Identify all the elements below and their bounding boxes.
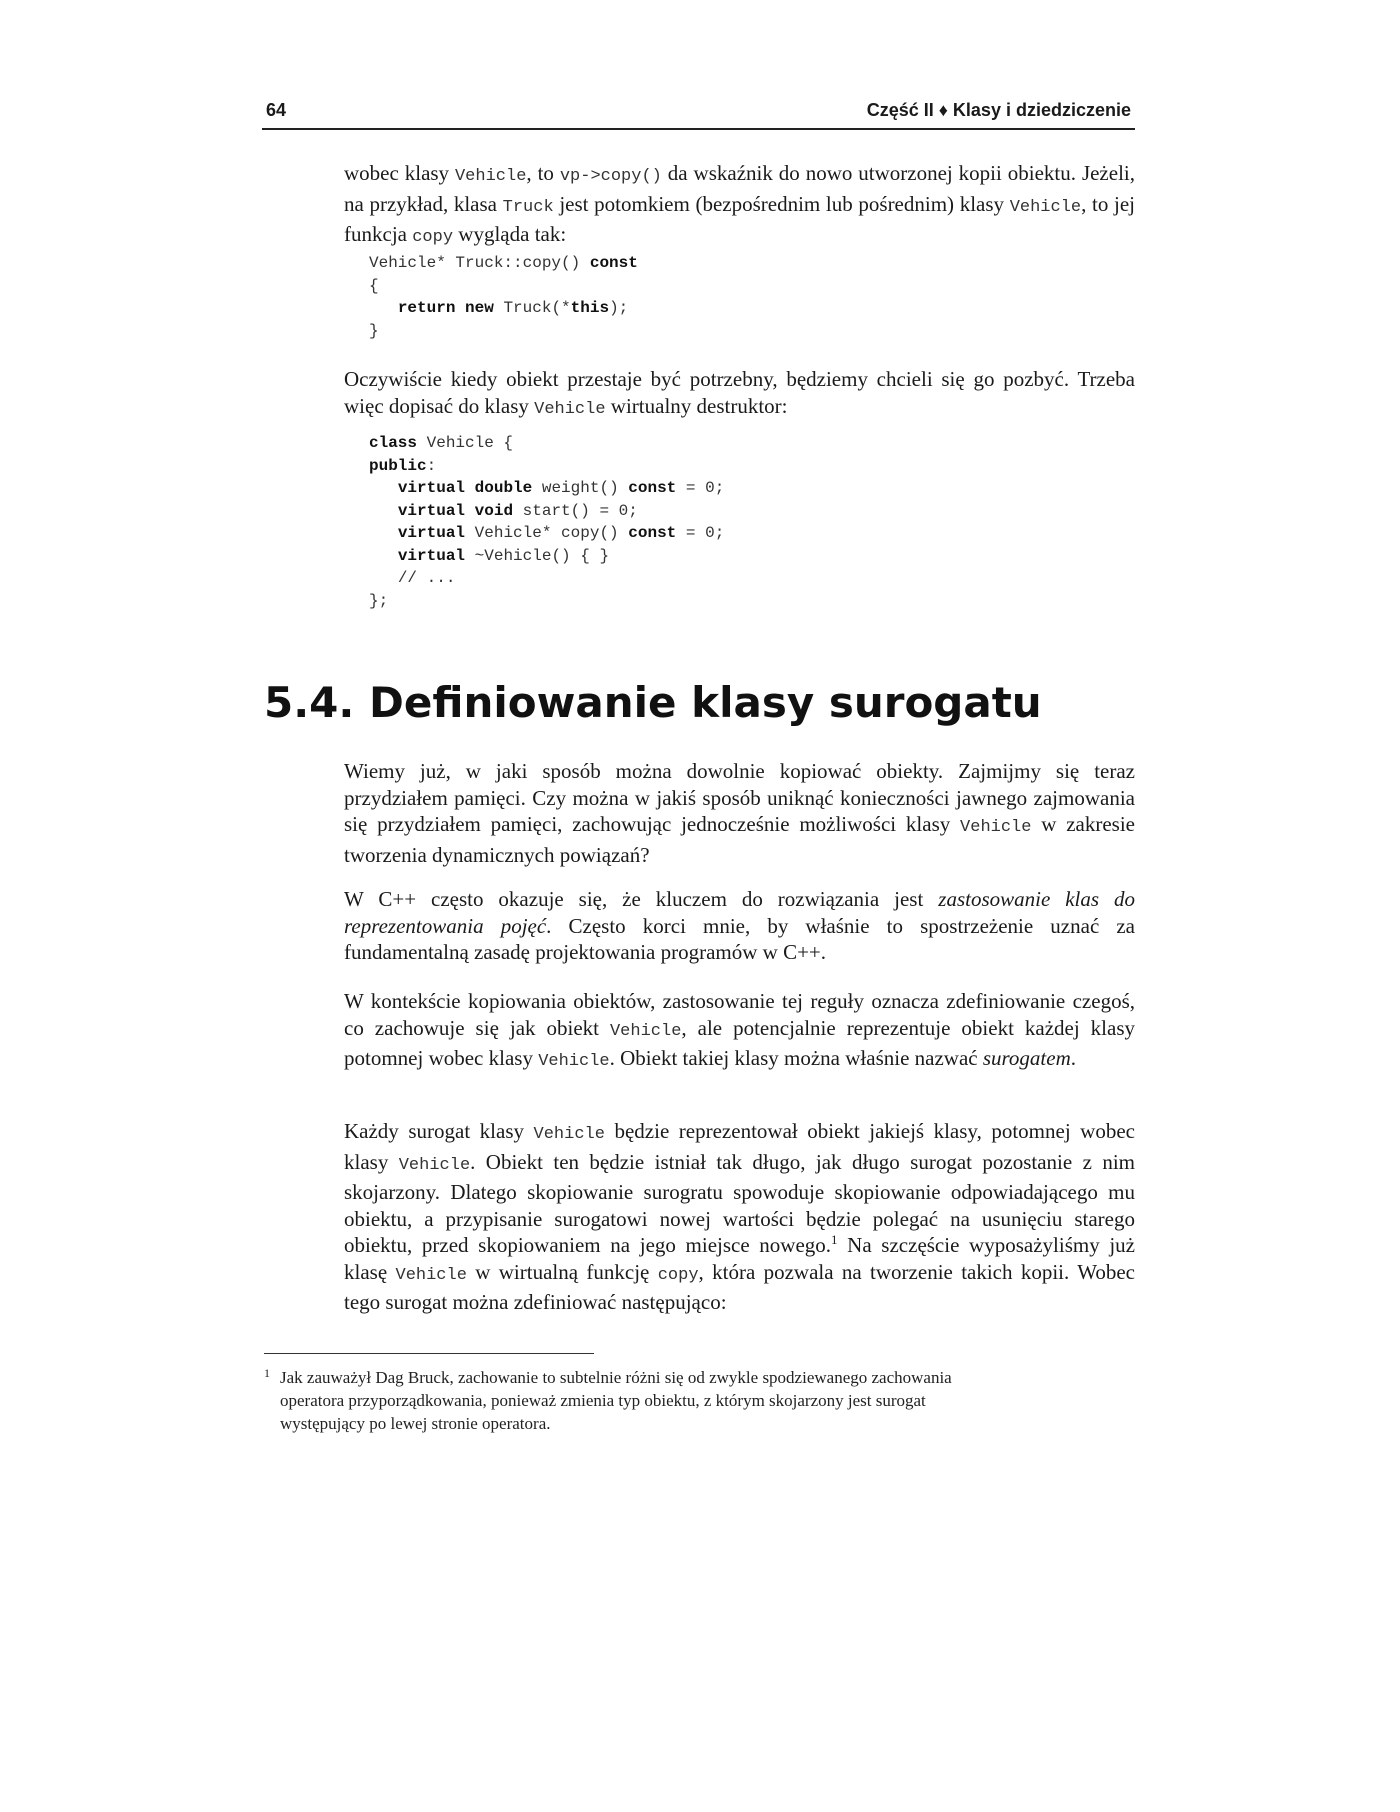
running-title: Część II ♦ Klasy i dziedziczenie bbox=[866, 100, 1131, 120]
paragraph-4 bbox=[344, 886, 1135, 966]
paragraph-5 bbox=[344, 988, 1135, 1076]
paragraph-text: Oczywiście kiedy obiekt przestaje być potrzebny, będziemy chcieli się go pozbyć. Trzeba więc dopisać do klasy Vehicle wirtualny destruktor: bbox=[344, 367, 1135, 419]
footnote bbox=[264, 1366, 1094, 1435]
paragraph-1 bbox=[344, 160, 1135, 252]
paragraph-text: wobec klasy Vehicle, to vp->copy() da wskaźnik do nowo utworzonej kopii obiektu. Jeżeli, na przykład, klasa Truck jest potomkiem (bezpośrednim lub pośrednim) klasy Vehicle, to jej funkcja copy wygląda tak: bbox=[344, 161, 1135, 247]
paragraph-text: W C++ często okazuje się, że kluczem do rozwiązania jest zastosowanie klas do reprezentowania pojęć. Często korci mnie, by właśnie to spostrzeżenie uznać za fundamentalną zasadę projektowania programów w C++. bbox=[344, 887, 1135, 964]
paragraph-text: Każdy surogat klasy Vehicle będzie reprezentował obiekt jakiejś klasy, potomnej wobec klasy Vehicle. Obiekt ten będzie istniał tak długo, jak długo surogat pozostanie z nim skojarzony. Dlatego skopiowanie surogratu spowoduje skopiowanie odpowiadającego mu obiektu, a przypisanie surogatowi nowej wartości będzie polegać na usunięciu starego obiektu, przed skopiowaniem na jego miejsce nowego.$^1$ Na szczęście wyposażyliśmy już klasę Vehicle w wirtualną funkcję copy, która pozwala na tworzenie takich kopii. Wobec tego surogat można zdefiniować następująco: bbox=[344, 1119, 1135, 1314]
footnote-number: 1 bbox=[264, 1366, 270, 1380]
paragraph-6 bbox=[344, 1118, 1135, 1316]
page-number: 64 bbox=[266, 100, 287, 120]
paragraph-3 bbox=[344, 758, 1135, 868]
paragraph-text: W kontekście kopiowania obiektów, zastosowanie tej reguły oznacza zdefiniowanie czegoś, co zachowuje się jak obiekt Vehicle, ale potencjalnie reprezentuje obiekt każdej klasy potomnej wobec klasy Vehicle. Obiekt takiej klasy można właśnie nazwać surogatem. bbox=[344, 989, 1135, 1071]
paragraph-2 bbox=[344, 366, 1135, 423]
page-header bbox=[262, 98, 1135, 130]
code-block-truck-copy: Vehicle* Truck::copy() const { return new Truck(*this); } bbox=[369, 254, 638, 340]
footnote-line: występujący po lewej stronie operatora. bbox=[280, 1414, 551, 1433]
footnote-divider bbox=[264, 1353, 594, 1354]
footnote-reference: 1 bbox=[831, 1232, 838, 1247]
section-heading: 5.4. Definiowanie klasy surogatu bbox=[264, 678, 1042, 727]
footnote-line: operatora przyporządkowania, ponieważ zmienia typ obiektu, z którym skojarzony jest surogat bbox=[280, 1391, 926, 1410]
footnote-line: Jak zauważył Dag Bruck, zachowanie to subtelnie różni się od zwykle spodziewanego zachowania bbox=[280, 1368, 952, 1387]
paragraph-text: Wiemy już, w jaki sposób można dowolnie kopiować obiekty. Zajmijmy się teraz przydziałem pamięci. Czy można w jakiś sposób uniknąć konieczności jawnego zajmowania się przydziałem pamięci, zachowując jednocześnie możliwości klasy Vehicle w zakresie tworzenia dynamicznych powiązań? bbox=[344, 759, 1135, 867]
code-block-vehicle-class: class Vehicle { public: virtual double weight() const = 0; virtual void start() = 0; virtual Vehicle* copy() const = 0; virtual ~Vehicle() { } // ... }; bbox=[369, 434, 725, 610]
